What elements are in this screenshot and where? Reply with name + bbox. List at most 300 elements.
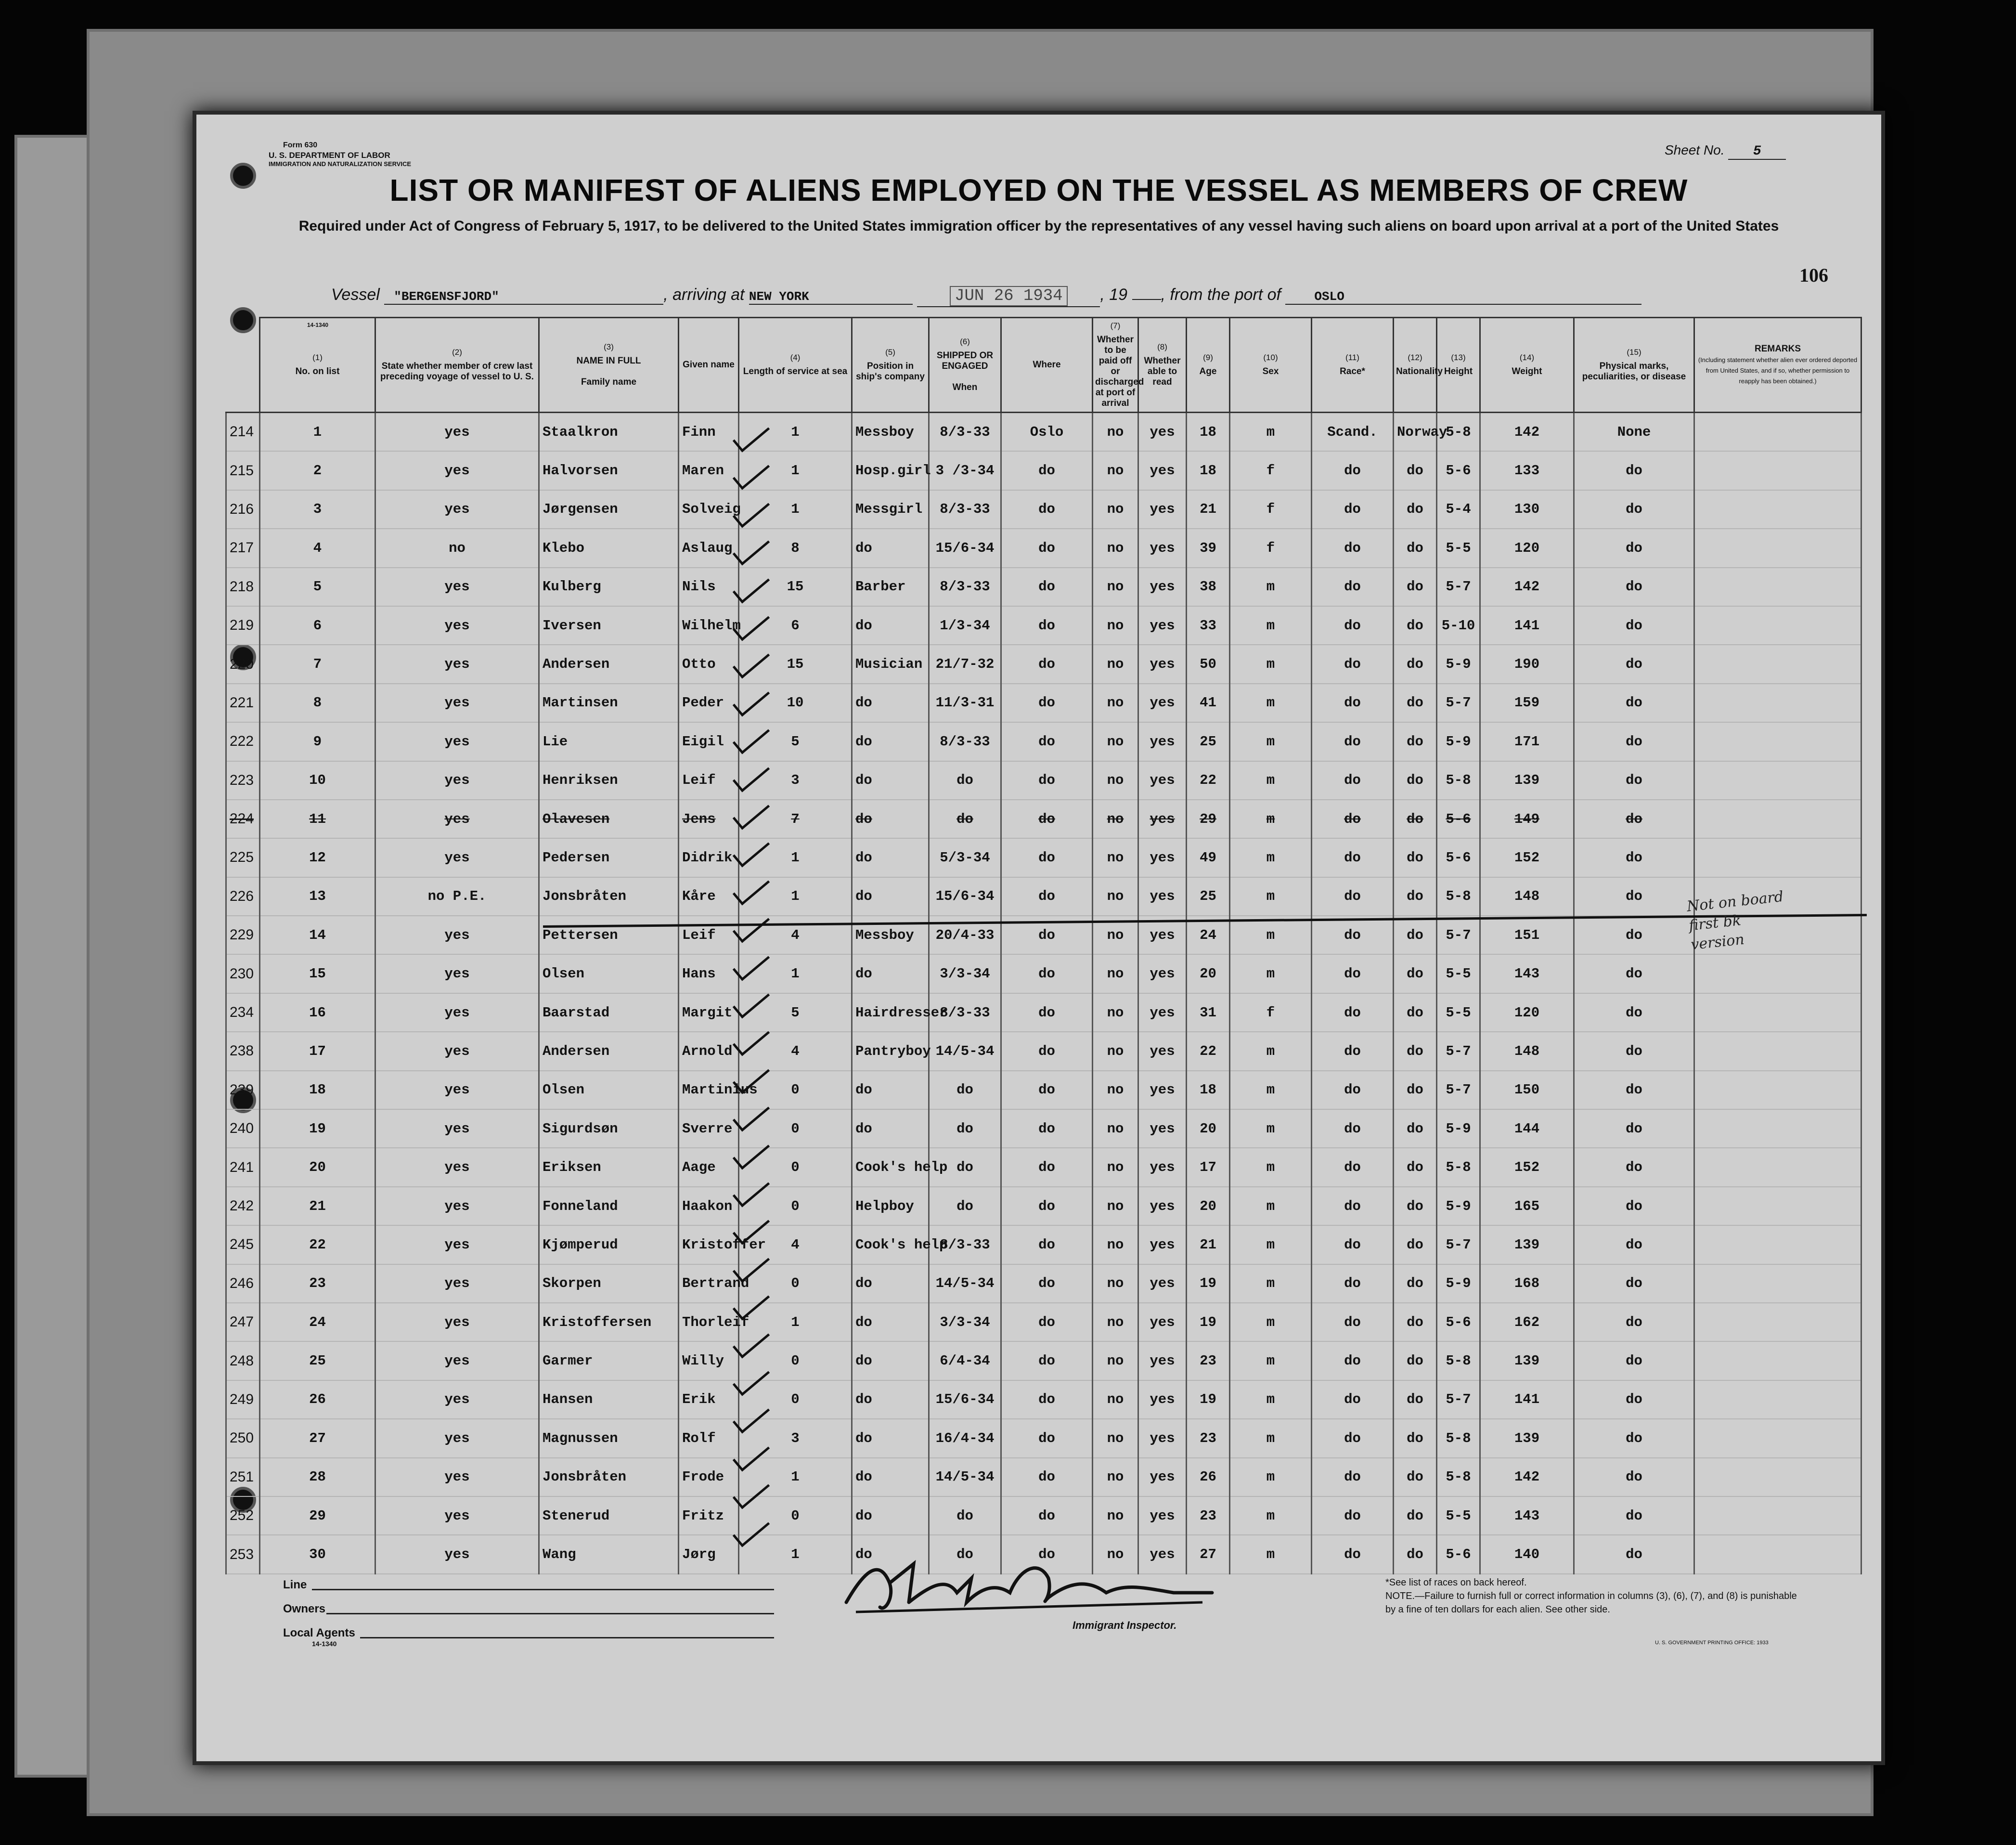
cell-weight: 165 bbox=[1480, 1187, 1574, 1225]
cell-nat: do bbox=[1394, 993, 1437, 1032]
cell-read: yes bbox=[1138, 1225, 1187, 1264]
cell-age: 25 bbox=[1187, 722, 1230, 761]
vessel-name: "BERGENSFJORD" bbox=[384, 289, 663, 305]
cell-weight: 139 bbox=[1480, 1225, 1574, 1264]
cell-ref: 224 bbox=[226, 800, 260, 838]
cell-sex: m bbox=[1230, 568, 1312, 606]
cell-where: do bbox=[1001, 1187, 1093, 1225]
table-row bbox=[226, 722, 1861, 761]
cell-where: do bbox=[1001, 1496, 1093, 1535]
header-outside bbox=[226, 318, 260, 413]
cell-family: Halvorsen bbox=[539, 451, 679, 490]
cell-when: 11/3-31 bbox=[929, 684, 1001, 722]
cell-race: do bbox=[1312, 645, 1394, 683]
table-row bbox=[226, 606, 1861, 645]
cell-when: 20/4-33 bbox=[929, 916, 1001, 954]
cell-family: Martinsen bbox=[539, 684, 679, 722]
cell-ref: 221 bbox=[226, 684, 260, 722]
cell-sex: m bbox=[1230, 722, 1312, 761]
cell-no: 28 bbox=[260, 1458, 375, 1496]
cell-position: Hosp.girl bbox=[852, 451, 929, 490]
cell-where: do bbox=[1001, 568, 1093, 606]
cell-nat: do bbox=[1394, 451, 1437, 490]
cell-read: yes bbox=[1138, 916, 1187, 954]
cell-no: 3 bbox=[260, 490, 375, 529]
cell-sex: m bbox=[1230, 1109, 1312, 1148]
cell-remarks bbox=[1694, 993, 1861, 1032]
header-length-of-service: (4) Length of service at sea bbox=[739, 318, 852, 413]
cell-nat: do bbox=[1394, 800, 1437, 838]
cell-ref: 245 bbox=[226, 1225, 260, 1264]
cell-no: 21 bbox=[260, 1187, 375, 1225]
cell-ref: 215 bbox=[226, 451, 260, 490]
header-position: (5) Position in ship's company bbox=[852, 318, 929, 413]
cell-marks: do bbox=[1574, 529, 1694, 567]
cell-nat: do bbox=[1394, 1496, 1437, 1535]
cell-nat: do bbox=[1394, 722, 1437, 761]
cell-marks: do bbox=[1574, 1341, 1694, 1380]
cell-given: Jørg bbox=[679, 1535, 739, 1573]
header-family-name: (3) NAME IN FULL Family name bbox=[539, 318, 679, 413]
cell-prev: yes bbox=[375, 1032, 539, 1070]
cell-family: Hansen bbox=[539, 1380, 679, 1419]
cell-where: do bbox=[1001, 800, 1093, 838]
cell-paid: no bbox=[1093, 568, 1138, 606]
cell-prev: no bbox=[375, 529, 539, 567]
printer-note: U. S. GOVERNMENT PRINTING OFFICE: 1933 bbox=[1655, 1640, 1769, 1646]
cell-nat: do bbox=[1394, 1148, 1437, 1186]
cell-age: 18 bbox=[1187, 1071, 1230, 1109]
cell-race: do bbox=[1312, 761, 1394, 800]
cell-marks: do bbox=[1574, 684, 1694, 722]
cell-when: 8/3-33 bbox=[929, 413, 1001, 452]
cell-age: 29 bbox=[1187, 800, 1230, 838]
cell-prev: yes bbox=[375, 568, 539, 606]
cell-height: 5-7 bbox=[1437, 1071, 1480, 1109]
cell-sex: m bbox=[1230, 761, 1312, 800]
cell-read: yes bbox=[1138, 877, 1187, 916]
cell-sex: m bbox=[1230, 1187, 1312, 1225]
cell-given: Eigil bbox=[679, 722, 739, 761]
cell-paid: no bbox=[1093, 1496, 1138, 1535]
cell-race: do bbox=[1312, 1380, 1394, 1419]
cell-given: Leif bbox=[679, 916, 739, 954]
cell-no: 30 bbox=[260, 1535, 375, 1573]
cell-where: do bbox=[1001, 722, 1093, 761]
cell-nat: do bbox=[1394, 684, 1437, 722]
cell-sex: m bbox=[1230, 684, 1312, 722]
cell-read: yes bbox=[1138, 684, 1187, 722]
table-row bbox=[226, 529, 1861, 567]
cell-prev: yes bbox=[375, 761, 539, 800]
cell-read: yes bbox=[1138, 490, 1187, 529]
cell-marks: do bbox=[1574, 1187, 1694, 1225]
local-agents-label: Local Agents bbox=[283, 1626, 355, 1639]
cell-position: do bbox=[852, 1535, 929, 1573]
cell-prev: yes bbox=[375, 606, 539, 645]
cell-height: 5-7 bbox=[1437, 1380, 1480, 1419]
cell-no: 11 bbox=[260, 800, 375, 838]
cell-height: 5-9 bbox=[1437, 645, 1480, 683]
cell-position: Messboy bbox=[852, 916, 929, 954]
cell-when: do bbox=[929, 1535, 1001, 1573]
cell-race: do bbox=[1312, 916, 1394, 954]
cell-race: do bbox=[1312, 1419, 1394, 1457]
cell-when: 8/3-33 bbox=[929, 993, 1001, 1032]
cell-paid: no bbox=[1093, 1225, 1138, 1264]
cell-position: do bbox=[852, 877, 929, 916]
cell-sex: m bbox=[1230, 1496, 1312, 1535]
cell-read: yes bbox=[1138, 568, 1187, 606]
cell-sex: m bbox=[1230, 1341, 1312, 1380]
sheet-number-label bbox=[1665, 143, 1786, 160]
cell-age: 50 bbox=[1187, 645, 1230, 683]
cell-race: do bbox=[1312, 1535, 1394, 1573]
cell-read: yes bbox=[1138, 838, 1187, 877]
from-port-label: , from the port of bbox=[1161, 286, 1281, 304]
cell-when: 21/7-32 bbox=[929, 645, 1001, 683]
cell-height: 5-4 bbox=[1437, 490, 1480, 529]
cell-sex: m bbox=[1230, 877, 1312, 916]
cell-prev: yes bbox=[375, 1225, 539, 1264]
cell-remarks bbox=[1694, 451, 1861, 490]
cell-no: 15 bbox=[260, 954, 375, 993]
cell-ref: 248 bbox=[226, 1341, 260, 1380]
cell-age: 20 bbox=[1187, 1109, 1230, 1148]
cell-age: 17 bbox=[1187, 1148, 1230, 1186]
cell-age: 41 bbox=[1187, 684, 1230, 722]
cell-weight: 143 bbox=[1480, 1496, 1574, 1535]
header-no-on-list: (1) No. on list bbox=[260, 318, 375, 413]
cell-position: do bbox=[852, 1071, 929, 1109]
table-row bbox=[226, 490, 1861, 529]
cell-where: do bbox=[1001, 1109, 1093, 1148]
cell-where: do bbox=[1001, 451, 1093, 490]
cell-no: 26 bbox=[260, 1380, 375, 1419]
cell-no: 5 bbox=[260, 568, 375, 606]
cell-remarks bbox=[1694, 800, 1861, 838]
cell-ref: 241 bbox=[226, 1148, 260, 1186]
cell-service: 3 bbox=[739, 761, 852, 800]
cell-sex: m bbox=[1230, 1148, 1312, 1186]
cell-when: 15/6-34 bbox=[929, 877, 1001, 916]
cell-service: 6 bbox=[739, 606, 852, 645]
cell-marks: do bbox=[1574, 1148, 1694, 1186]
cell-when: 8/3-33 bbox=[929, 490, 1001, 529]
cell-service: 0 bbox=[739, 1380, 852, 1419]
cell-weight: 139 bbox=[1480, 1419, 1574, 1457]
cell-marks: do bbox=[1574, 1458, 1694, 1496]
cell-read: yes bbox=[1138, 761, 1187, 800]
cell-when: 6/4-34 bbox=[929, 1341, 1001, 1380]
cell-marks: do bbox=[1574, 1496, 1694, 1535]
cell-remarks bbox=[1694, 1535, 1861, 1573]
cell-prev: yes bbox=[375, 993, 539, 1032]
cell-weight: 139 bbox=[1480, 1341, 1574, 1380]
cell-read: yes bbox=[1138, 1535, 1187, 1573]
cell-paid: no bbox=[1093, 413, 1138, 452]
cell-sex: m bbox=[1230, 1458, 1312, 1496]
table-row bbox=[226, 1187, 1861, 1225]
header-age: (9) Age bbox=[1187, 318, 1230, 413]
cell-nat: do bbox=[1394, 645, 1437, 683]
cell-ref: 250 bbox=[226, 1419, 260, 1457]
cell-paid: no bbox=[1093, 1458, 1138, 1496]
cell-race: do bbox=[1312, 1303, 1394, 1341]
arriving-label: , arriving at bbox=[663, 286, 745, 304]
cell-height: 5-5 bbox=[1437, 529, 1480, 567]
header-previous-voyage: (2) State whether member of crew last preceding voyage of vessel to U. S. bbox=[375, 318, 539, 413]
cell-family: Andersen bbox=[539, 645, 679, 683]
cell-given: Otto bbox=[679, 645, 739, 683]
cell-height: 5-7 bbox=[1437, 568, 1480, 606]
cell-ref: 246 bbox=[226, 1264, 260, 1303]
cell-read: yes bbox=[1138, 993, 1187, 1032]
cell-prev: yes bbox=[375, 1264, 539, 1303]
cell-paid: no bbox=[1093, 1071, 1138, 1109]
cell-service: 1 bbox=[739, 1458, 852, 1496]
table-row bbox=[226, 1225, 1861, 1264]
cell-service: 0 bbox=[739, 1187, 852, 1225]
cell-paid: no bbox=[1093, 645, 1138, 683]
cell-prev: yes bbox=[375, 1187, 539, 1225]
cell-ref: 234 bbox=[226, 993, 260, 1032]
cell-sex: m bbox=[1230, 1032, 1312, 1070]
cell-height: 5-9 bbox=[1437, 1264, 1480, 1303]
cell-paid: no bbox=[1093, 1032, 1138, 1070]
cell-when: 3/3-34 bbox=[929, 1303, 1001, 1341]
cell-where: Oslo bbox=[1001, 413, 1093, 452]
cell-ref: 249 bbox=[226, 1380, 260, 1419]
cell-prev: yes bbox=[375, 684, 539, 722]
cell-when: 3 /3-34 bbox=[929, 451, 1001, 490]
arrival-port: NEW YORK bbox=[749, 289, 913, 305]
cell-ref: 251 bbox=[226, 1458, 260, 1496]
owners-rule bbox=[326, 1613, 774, 1614]
cell-nat: do bbox=[1394, 490, 1437, 529]
table-row bbox=[226, 954, 1861, 993]
cell-weight: 148 bbox=[1480, 877, 1574, 916]
cell-read: yes bbox=[1138, 800, 1187, 838]
cell-when: do bbox=[929, 1148, 1001, 1186]
cell-remarks bbox=[1694, 1109, 1861, 1148]
cell-where: do bbox=[1001, 1419, 1093, 1457]
cell-weight: 159 bbox=[1480, 684, 1574, 722]
cell-position: do bbox=[852, 529, 929, 567]
cell-ref: 230 bbox=[226, 954, 260, 993]
cell-paid: no bbox=[1093, 877, 1138, 916]
cell-age: 21 bbox=[1187, 490, 1230, 529]
cell-paid: no bbox=[1093, 1380, 1138, 1419]
cell-given: Arnold bbox=[679, 1032, 739, 1070]
cell-when: do bbox=[929, 1071, 1001, 1109]
cell-no: 12 bbox=[260, 838, 375, 877]
cell-prev: yes bbox=[375, 1458, 539, 1496]
cell-remarks bbox=[1694, 1458, 1861, 1496]
header-able-to-read: (8) Whether able to read bbox=[1138, 318, 1187, 413]
cell-height: 5-5 bbox=[1437, 954, 1480, 993]
cell-weight: 190 bbox=[1480, 645, 1574, 683]
cell-height: 5-7 bbox=[1437, 1225, 1480, 1264]
cell-weight: 130 bbox=[1480, 490, 1574, 529]
cell-read: yes bbox=[1138, 451, 1187, 490]
owners-label: Owners bbox=[283, 1602, 326, 1615]
cell-read: yes bbox=[1138, 529, 1187, 567]
cell-sex: m bbox=[1230, 1535, 1312, 1573]
cell-race: do bbox=[1312, 451, 1394, 490]
cell-prev: yes bbox=[375, 451, 539, 490]
cell-position: do bbox=[852, 761, 929, 800]
cell-no: 7 bbox=[260, 645, 375, 683]
cell-no: 29 bbox=[260, 1496, 375, 1535]
cell-weight: 152 bbox=[1480, 1148, 1574, 1186]
cell-service: 5 bbox=[739, 722, 852, 761]
cell-where: do bbox=[1001, 1148, 1093, 1186]
cell-given: Aslaug bbox=[679, 529, 739, 567]
cell-paid: no bbox=[1093, 1264, 1138, 1303]
cell-weight: 120 bbox=[1480, 529, 1574, 567]
cell-age: 22 bbox=[1187, 1032, 1230, 1070]
cell-age: 20 bbox=[1187, 954, 1230, 993]
cell-family: Olsen bbox=[539, 954, 679, 993]
cell-weight: 148 bbox=[1480, 1032, 1574, 1070]
cell-weight: 150 bbox=[1480, 1071, 1574, 1109]
cell-weight: 139 bbox=[1480, 761, 1574, 800]
table-header-row bbox=[226, 318, 1861, 413]
cell-weight: 143 bbox=[1480, 954, 1574, 993]
line-rule bbox=[312, 1589, 774, 1590]
cell-where: do bbox=[1001, 954, 1093, 993]
cell-read: yes bbox=[1138, 1071, 1187, 1109]
cell-service: 1 bbox=[739, 838, 852, 877]
cell-prev: yes bbox=[375, 800, 539, 838]
cell-where: do bbox=[1001, 645, 1093, 683]
cell-remarks bbox=[1694, 1148, 1861, 1186]
cell-given: Leif bbox=[679, 761, 739, 800]
cell-age: 27 bbox=[1187, 1535, 1230, 1573]
cell-age: 23 bbox=[1187, 1341, 1230, 1380]
cell-read: yes bbox=[1138, 722, 1187, 761]
cell-read: yes bbox=[1138, 1419, 1187, 1457]
cell-read: yes bbox=[1138, 1032, 1187, 1070]
cell-no: 6 bbox=[260, 606, 375, 645]
cell-age: 49 bbox=[1187, 838, 1230, 877]
cell-nat: do bbox=[1394, 1187, 1437, 1225]
cell-service: 1 bbox=[739, 877, 852, 916]
cell-weight: 171 bbox=[1480, 722, 1574, 761]
cell-no: 19 bbox=[260, 1109, 375, 1148]
cell-family: Iversen bbox=[539, 606, 679, 645]
cell-nat: do bbox=[1394, 1535, 1437, 1573]
cell-no: 25 bbox=[260, 1341, 375, 1380]
cell-weight: 133 bbox=[1480, 451, 1574, 490]
header-remarks: REMARKS (Including statement whether alien ever ordered deported from United States, and if so, whether permission to reapply has been obtained.) bbox=[1694, 318, 1861, 413]
cell-sex: f bbox=[1230, 993, 1312, 1032]
cell-given: Wilhelm bbox=[679, 606, 739, 645]
cell-service: 15 bbox=[739, 568, 852, 606]
cell-prev: yes bbox=[375, 838, 539, 877]
cell-no: 16 bbox=[260, 993, 375, 1032]
cell-where: do bbox=[1001, 529, 1093, 567]
cell-remarks bbox=[1694, 761, 1861, 800]
cell-given: Rolf bbox=[679, 1419, 739, 1457]
cell-family: Pedersen bbox=[539, 838, 679, 877]
cell-given: Fritz bbox=[679, 1496, 739, 1535]
remark-row-11: Not on board first bk version bbox=[1686, 888, 1784, 954]
cell-race: do bbox=[1312, 722, 1394, 761]
cell-when: 8/3-33 bbox=[929, 1225, 1001, 1264]
cell-ref: 242 bbox=[226, 1187, 260, 1225]
cell-family: Garmer bbox=[539, 1341, 679, 1380]
cell-nat: do bbox=[1394, 1458, 1437, 1496]
cell-remarks bbox=[1694, 606, 1861, 645]
cell-service: 10 bbox=[739, 684, 852, 722]
cell-prev: yes bbox=[375, 954, 539, 993]
cell-read: yes bbox=[1138, 413, 1187, 452]
cell-ref: 216 bbox=[226, 490, 260, 529]
table-row bbox=[226, 1264, 1861, 1303]
cell-family: Henriksen bbox=[539, 761, 679, 800]
cell-race: Scand. bbox=[1312, 413, 1394, 452]
cell-prev: yes bbox=[375, 1303, 539, 1341]
agents-rule bbox=[360, 1637, 774, 1638]
cell-height: 5-7 bbox=[1437, 916, 1480, 954]
cell-given: Haakon bbox=[679, 1187, 739, 1225]
cell-service: 4 bbox=[739, 1225, 852, 1264]
race-note: *See list of races on back hereof. bbox=[1385, 1577, 1527, 1588]
cell-service: 4 bbox=[739, 1032, 852, 1070]
cell-marks: do bbox=[1574, 993, 1694, 1032]
cell-family: Jonsbråten bbox=[539, 877, 679, 916]
cell-position: do bbox=[852, 722, 929, 761]
cell-marks: do bbox=[1574, 1109, 1694, 1148]
cell-given: Aage bbox=[679, 1148, 739, 1186]
cell-race: do bbox=[1312, 490, 1394, 529]
cell-where: do bbox=[1001, 606, 1093, 645]
table-row bbox=[226, 413, 1861, 452]
cell-marks: do bbox=[1574, 800, 1694, 838]
cell-height: 5-8 bbox=[1437, 761, 1480, 800]
cell-when: 15/6-34 bbox=[929, 529, 1001, 567]
cell-nat: do bbox=[1394, 954, 1437, 993]
cell-height: 5-6 bbox=[1437, 451, 1480, 490]
cell-where: do bbox=[1001, 1264, 1093, 1303]
cell-height: 5-8 bbox=[1437, 1148, 1480, 1186]
cell-prev: yes bbox=[375, 1419, 539, 1457]
cell-read: yes bbox=[1138, 1109, 1187, 1148]
cell-nat: do bbox=[1394, 1303, 1437, 1341]
vessel-label: Vessel bbox=[331, 286, 380, 304]
cell-marks: do bbox=[1574, 877, 1694, 916]
cell-height: 5-6 bbox=[1437, 1535, 1480, 1573]
cell-ref: 220 bbox=[226, 645, 260, 683]
cell-read: yes bbox=[1138, 954, 1187, 993]
cell-service: 1 bbox=[739, 451, 852, 490]
cell-race: do bbox=[1312, 1187, 1394, 1225]
cell-no: 10 bbox=[260, 761, 375, 800]
cell-family: Skorpen bbox=[539, 1264, 679, 1303]
cell-when: 16/4-34 bbox=[929, 1419, 1001, 1457]
cell-weight: 142 bbox=[1480, 413, 1574, 452]
cell-remarks bbox=[1694, 722, 1861, 761]
cell-weight: 168 bbox=[1480, 1264, 1574, 1303]
header-paid-off: (7) Whether to be paid off or discharged at port of arrival bbox=[1093, 318, 1138, 413]
cell-prev: yes bbox=[375, 1109, 539, 1148]
cell-ref: 225 bbox=[226, 838, 260, 877]
department-name: U. S. DEPARTMENT OF LABOR bbox=[269, 151, 390, 160]
cell-service: 8 bbox=[739, 529, 852, 567]
cell-marks: do bbox=[1574, 761, 1694, 800]
